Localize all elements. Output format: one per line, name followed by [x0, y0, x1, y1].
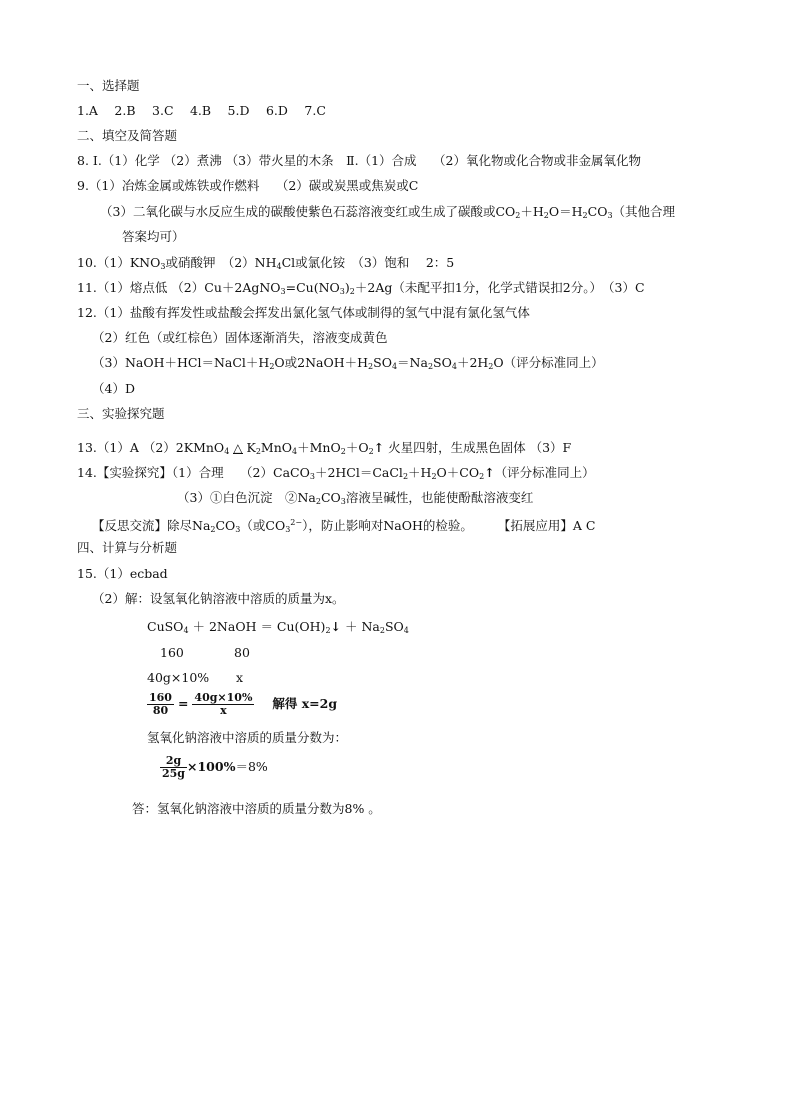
answer-q15-1: 15.（1）ecbad: [77, 566, 168, 581]
mass-cuso4: 40g×10%: [147, 670, 210, 685]
answer-q8: 8. I.（1）化学 （2）煮沸 （3）带火星的木条 Ⅱ.（1）合成 （2）氧化物或化合物或非金属氧化物: [77, 153, 641, 168]
proportion-equation: $\frac{160}{80}$ = $\frac{40g\times 10\%}{x}$ 解得 x=2g: [149, 691, 338, 717]
mass-x: x: [236, 670, 244, 685]
section-title-calc: 四、计算与分析题: [77, 540, 178, 555]
choice-answers: 1.A 2.B 3.C 4.B 5.D 6.D 7.C: [77, 103, 326, 118]
answer-q11: 11.（1）熔点低 $(2)Cu+2AgNO_3=Cu(NO_3)_2+2Ag$（未配平扣1分，化学式错误扣2分。） （3）C: [77, 280, 645, 296]
answer-q9-3-cont: 答案均可）: [122, 229, 185, 244]
mass-fraction-label: 氢氧化钠溶液中溶质的质量分数为：: [147, 730, 348, 745]
reaction-equation: CuSO$_4$ ＋ 2NaOH ＝ $Cu(OH)_2↓ + Na_2SO_4$: [147, 619, 409, 635]
fraction-result: $\frac{2g}{25g}$: [162, 754, 185, 780]
answer-q14-1: 14.【实验探究】（1）合理 $(2)CaCO_3+2HCl=CaCl_2+H_2O+CO_2↑$（评分标准同上）: [77, 465, 595, 481]
molar-mass-naoh-cuso4: 160: [160, 645, 184, 660]
section-title-experiment: 三、实验探究题: [77, 406, 165, 421]
precipitate-down-arrow-icon: ↓: [330, 619, 342, 634]
answer-q9-3: （3）二氧化碳与水反应生成的碳酸使紫色石蕊溶液变红或生成了碳酸或$CO_2+H_2O=H_2CO_3$（其他合理: [100, 204, 676, 220]
gas-up-arrow-icon: ↑: [373, 440, 385, 455]
answer-q10: $10.(1)KNO_3$或硝酸钾 $(2)NH_4Cl$或氯化铵 （3）饱和 2：5: [77, 255, 455, 271]
answer-q13: 13.（1）A （2）2KMnO$_4$ △ $K_2MnO_4+MnO_2+O_2↑$ 火星四射，生成黑色固体 （3）F: [77, 440, 572, 456]
answer-q15-2: （2）解：设氢氧化钠溶液中溶质的质量为x。: [92, 591, 345, 606]
answer-q12-2: （2）红色（或红棕色）固体逐渐消失，溶液变成黄色: [92, 330, 388, 345]
answer-q14-reflection: 【反思交流】除尽$Na_2CO_3$（或$CO_3^{2-}$），防止影响对NaOH的检验。 【拓展应用】A C: [92, 518, 596, 534]
section-title-choice: 一、选择题: [77, 78, 140, 93]
section-title-fill: 二、填空及简答题: [77, 128, 178, 143]
answer-q9-1: 9.（1）冶炼金属或炼铁或作燃料 （2）碳或炭黑或焦炭或C: [77, 178, 419, 193]
heat-triangle-icon: △: [233, 441, 243, 455]
final-answer: 答：氢氧化钠溶液中溶质的质量分数为8% 。: [132, 801, 381, 816]
answer-q12-1: 12.（1）盐酸有挥发性或盐酸会挥发出氯化氢气体或制得的氢气中混有氯化氢气体: [77, 305, 530, 320]
answer-q12-4: （4）D: [92, 381, 135, 396]
fraction-mass: $\frac{40g\times 10\%}{x}$: [194, 691, 253, 717]
fraction-molar: $\frac{160}{80}$: [149, 691, 172, 717]
answer-q12-3: $(3)NaOH+HCl=NaCl+H_2O$或$2NaOH+H_2SO_4=Na_2SO_4+2H_2O$（评分标准同上）: [92, 355, 604, 371]
answer-q14-3: （3）①白色沉淀 $②Na_2CO_3$溶液呈碱性，也能使酚酞溶液变红: [177, 490, 534, 506]
mass-fraction-calc: $\frac{2g}{25g}$ ×100%＝8%: [162, 754, 268, 780]
gas-up-arrow-icon: ↑: [484, 465, 495, 480]
molar-mass-naoh: 80: [234, 645, 250, 660]
